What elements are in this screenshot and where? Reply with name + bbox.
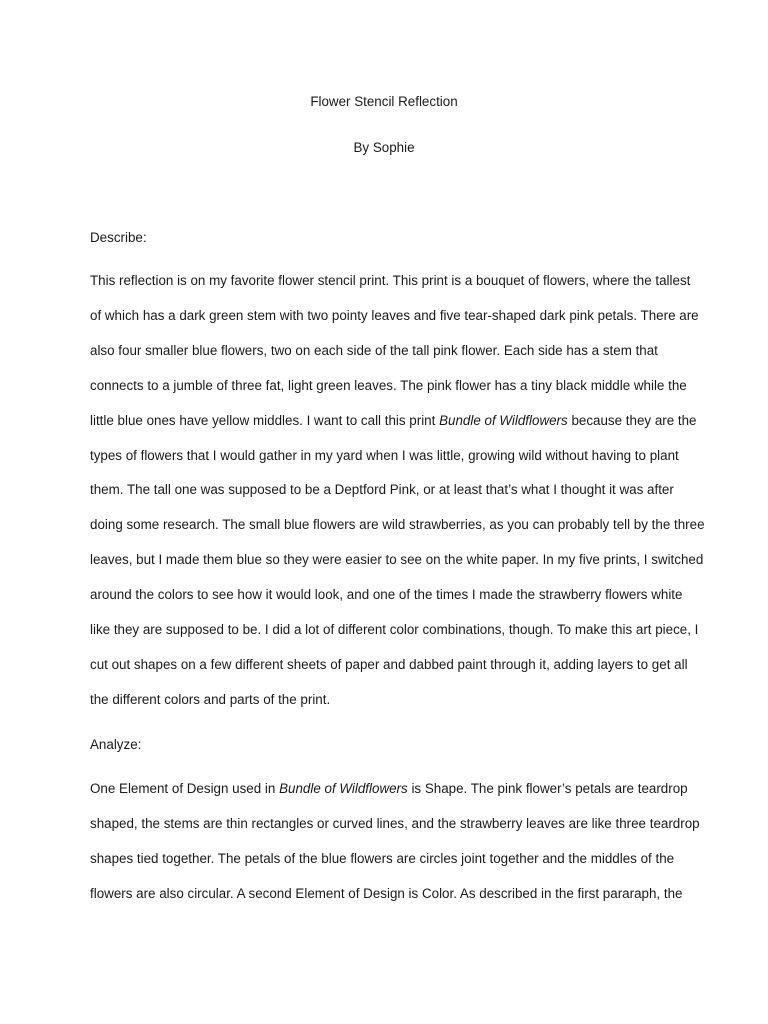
- text-line: them. The tall one was supposed to be a Deptford Pink, or at least that’s what I thought it was after: [90, 482, 674, 498]
- text-line: types of flowers that I would gather in my yard when I was little, growing wild without having to plant: [90, 447, 679, 463]
- text-line: connects to a jumble of three fat, light green leaves. The pink flower has a tiny black middle while the: [90, 377, 687, 393]
- text-run: because they are the: [567, 412, 697, 428]
- text-line: cut out shapes on a few different sheets of paper and dabbed paint through it, adding layers to get all: [90, 656, 688, 672]
- artwork-title-italic: Bundle of Wildflowers: [439, 412, 568, 428]
- section-heading-describe: Describe:: [90, 230, 147, 245]
- text-run: One Element of Design used in: [90, 781, 280, 796]
- text-line: of which has a dark green stem with two pointy leaves and five tear-shaped dark pink petals. There are: [90, 307, 699, 323]
- text-line: shapes tied together. The petals of the blue flowers are circles joint together and the middles of the: [90, 850, 675, 866]
- author-byline: By Sophie: [353, 140, 415, 155]
- text-line: shaped, the stems are thin rectangles or curved lines, and the strawberry leaves are like three teardrop: [90, 815, 700, 831]
- text-line: [90, 772, 688, 807]
- text-line: leaves, but I made them blue so they were easier to see on the white paper. In my five prints, I switched: [90, 552, 704, 568]
- paragraph-analyze: [90, 772, 700, 912]
- text-line: also four smaller blue flowers, two on each side of the tall pink flower. Each side has a stem that: [90, 342, 658, 358]
- document-title: Flower Stencil Reflection: [310, 94, 458, 109]
- text-line: the different colors and parts of the print.: [90, 691, 331, 707]
- text-line: doing some research. The small blue flowers are wild strawberries, as you can probably tell by the three: [90, 517, 705, 533]
- section-heading-analyze: Analyze:: [90, 737, 142, 752]
- text-line: like they are supposed to be. I did a lot of different color combinations, though. To make this art piece, I: [90, 622, 699, 638]
- paragraph-describe: [90, 264, 705, 718]
- text-line: [90, 404, 697, 439]
- artwork-title-italic: Bundle of Wildflowers: [279, 781, 408, 796]
- text-line: around the colors to see how it would look, and one of the times I made the strawberry flowers white: [90, 587, 683, 603]
- text-run: is Shape. The pink flower’s petals are teardrop: [407, 781, 688, 796]
- text-run: little blue ones have yellow middles. I want to call this print: [90, 412, 440, 428]
- text-line: flowers are also circular. A second Element of Design is Color. As described in the first pararaph, the: [90, 885, 683, 901]
- text-line: This reflection is on my favorite flower stencil print. This print is a bouquet of flowers, where the tallest: [90, 273, 691, 288]
